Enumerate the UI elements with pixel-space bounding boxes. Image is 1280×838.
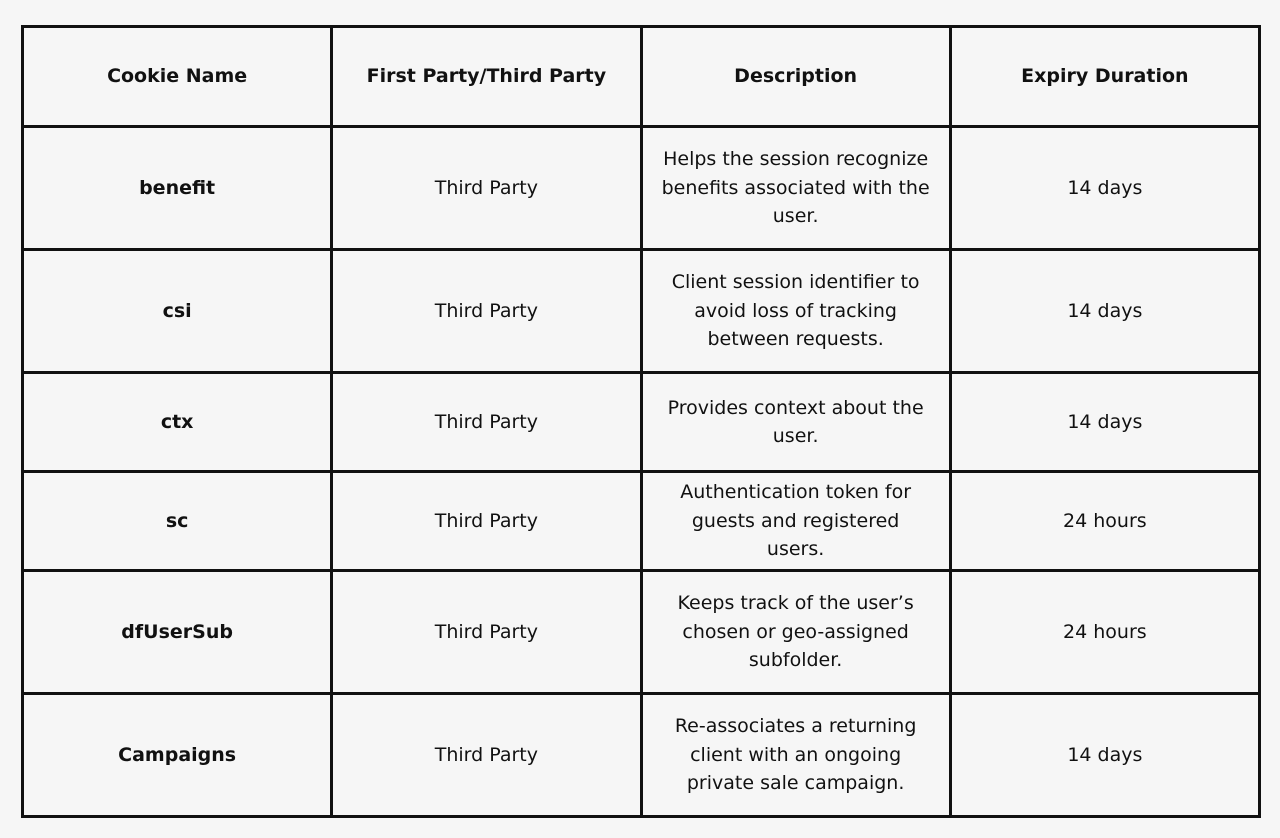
header-party: First Party/Third Party bbox=[332, 27, 641, 127]
cookie-table bbox=[21, 25, 1261, 818]
table-row bbox=[23, 694, 1260, 817]
expiry-cell: 14 days bbox=[950, 373, 1259, 472]
header-description: Description bbox=[641, 27, 950, 127]
description-cell: Re-associates a returning client with an ongoing private sale campaign. bbox=[641, 694, 950, 817]
party-cell: Third Party bbox=[332, 694, 641, 817]
expiry-cell: 14 days bbox=[950, 127, 1259, 250]
description-cell: Provides context about the user. bbox=[641, 373, 950, 472]
description-cell: Keeps track of the user’s chosen or geo-assigned subfolder. bbox=[641, 571, 950, 694]
cookie-name-cell: Campaigns bbox=[23, 694, 332, 817]
header-expiry: Expiry Duration bbox=[950, 27, 1259, 127]
description-cell: Authentication token for guests and registered users. bbox=[641, 472, 950, 571]
table-row bbox=[23, 472, 1260, 571]
table-row bbox=[23, 571, 1260, 694]
party-cell: Third Party bbox=[332, 472, 641, 571]
table-row bbox=[23, 250, 1260, 373]
expiry-cell: 24 hours bbox=[950, 571, 1259, 694]
cookie-name-cell: ctx bbox=[23, 373, 332, 472]
cookie-name-cell: sc bbox=[23, 472, 332, 571]
expiry-cell: 14 days bbox=[950, 250, 1259, 373]
cookie-name-cell: csi bbox=[23, 250, 332, 373]
cookie-name-cell: dfUserSub bbox=[23, 571, 332, 694]
table-row bbox=[23, 127, 1260, 250]
expiry-cell: 24 hours bbox=[950, 472, 1259, 571]
expiry-cell: 14 days bbox=[950, 694, 1259, 817]
party-cell: Third Party bbox=[332, 373, 641, 472]
party-cell: Third Party bbox=[332, 250, 641, 373]
party-cell: Third Party bbox=[332, 127, 641, 250]
header-cookie-name: Cookie Name bbox=[23, 27, 332, 127]
description-cell: Helps the session recognize benefits associated with the user. bbox=[641, 127, 950, 250]
cookie-name-cell: benefit bbox=[23, 127, 332, 250]
description-cell: Client session identifier to avoid loss of tracking between requests. bbox=[641, 250, 950, 373]
table-row bbox=[23, 373, 1260, 472]
party-cell: Third Party bbox=[332, 571, 641, 694]
header-row bbox=[23, 27, 1260, 127]
